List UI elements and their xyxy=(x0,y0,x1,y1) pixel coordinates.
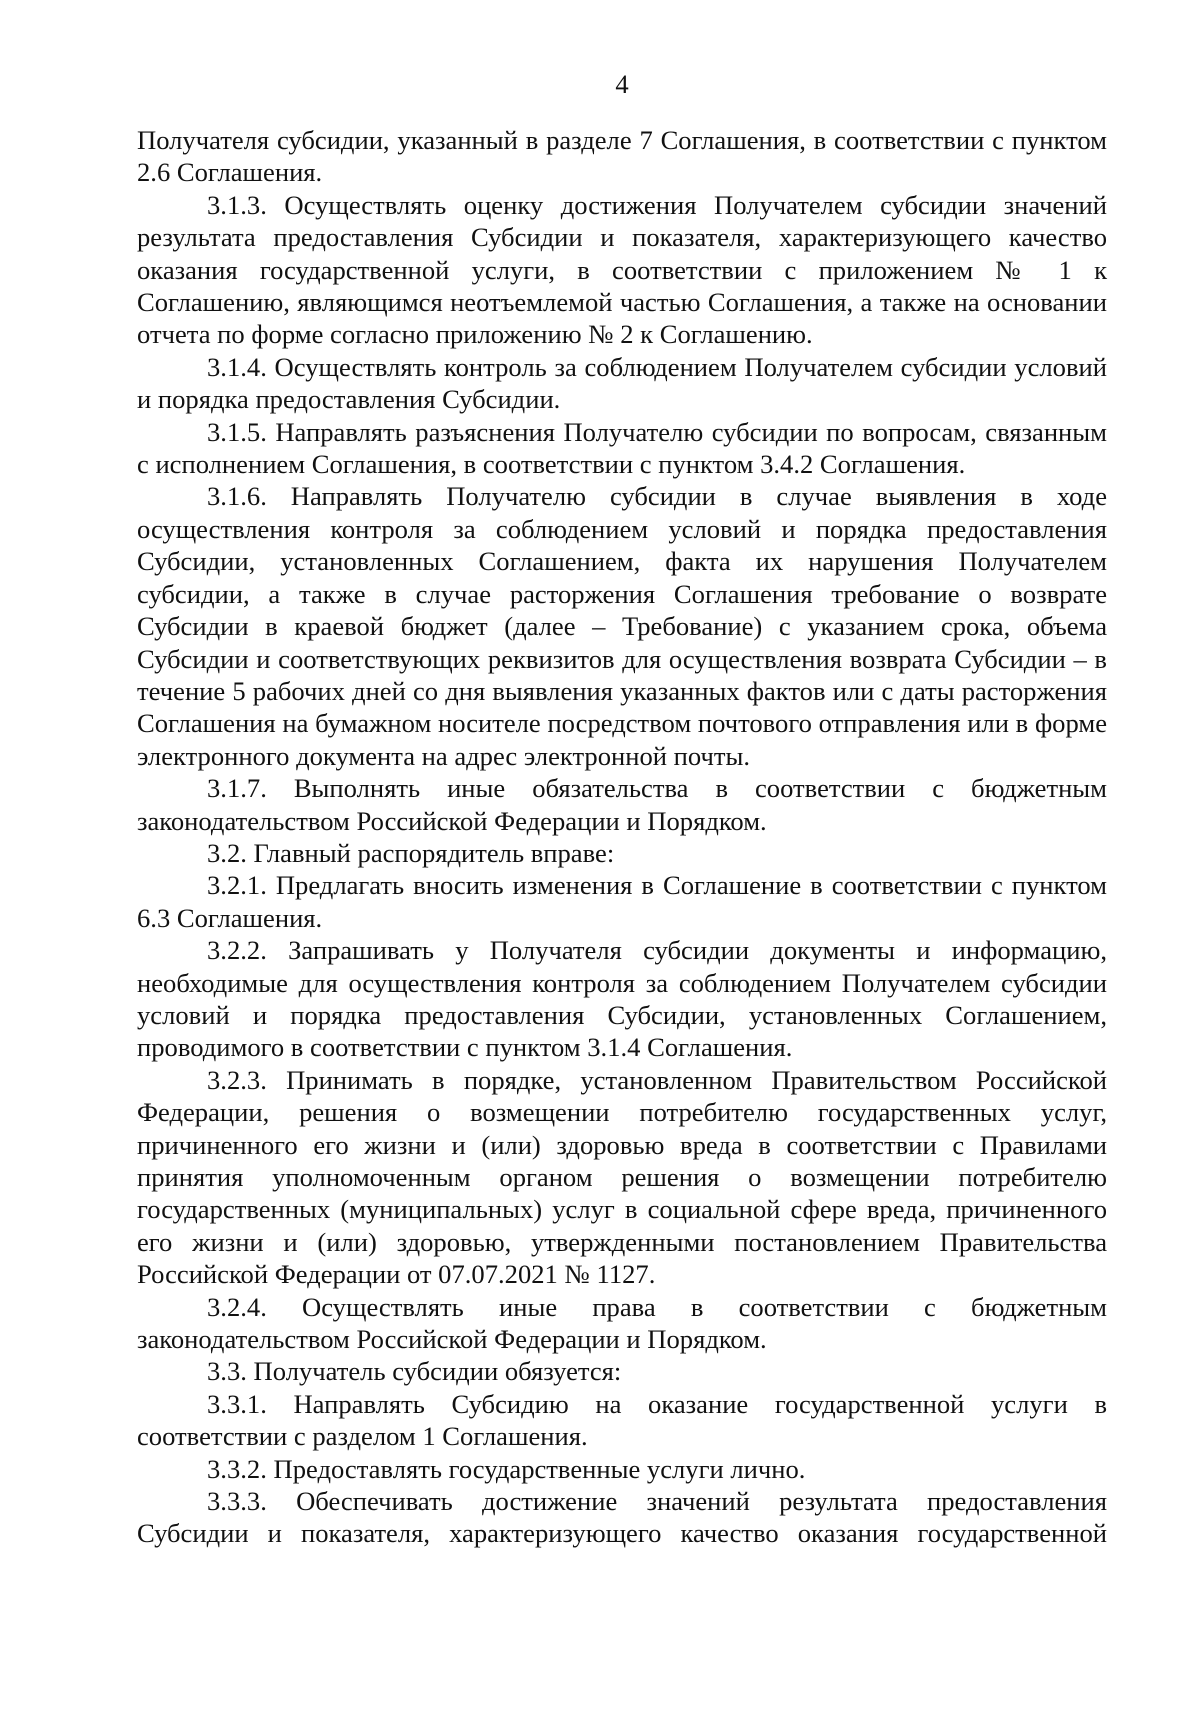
paragraph-3-2-3: 3.2.3. Принимать в порядке, установленном Правительством Российской Федерации, решения о возмещении потребителю государственных услуг, причиненного его жизни и (или) здоровью вреда в соответствии с Правилами принятия уполномоченным органом решения о возмещении потребителю государственных (муниципальных) услуг в социальной сфере вреда, причиненного его жизни и (или) здоровью, утвержденными постановлением Правительства Российской Федерации от 07.07.2021 № 1127. xyxy=(137,1064,1107,1290)
paragraph-3-1-7: 3.1.7. Выполнять иные обязательства в соответствии с бюджетным законодательством Российской Федерации и Порядком. xyxy=(137,773,1107,836)
paragraph-3-3-3: 3.3.3. Обеспечивать достижение значений результата предоставления Субсидии и показателя, характеризующего качество оказания государственной xyxy=(137,1486,1107,1549)
page-number: 4 xyxy=(615,69,629,99)
paragraph-3-3-2: 3.3.2. Предоставлять государственные услуги лично. xyxy=(207,1453,806,1484)
paragraph-3-2-1: 3.2.1. Предлагать вносить изменения в Соглашение в соответствии с пунктом 6.3 Соглашения. xyxy=(137,870,1107,933)
paragraph-3-1-4: 3.1.4. Осуществлять контроль за соблюдением Получателем субсидии условий и порядка предоставления Субсидии. xyxy=(137,351,1107,415)
paragraph-3-3: 3.3. Получатель субсидии обязуется: xyxy=(207,1356,622,1387)
paragraph: Получателя субсидии, указанный в разделе 7 Соглашения, в соответствии с пунктом 2.6 Соглашения. xyxy=(137,125,1107,188)
paragraph-3-1-6: 3.1.6. Направлять Получателю субсидии в случае выявления в ходе осуществления контроля за соблюдением условий и порядка предоставления Субсидии, установленных Соглашением, факта их нарушения Получателем субсидии, а также в случае расторжения Соглашения требование о возврате Субсидии в краевой бюджет (далее – Требование) с указанием срока, объема Субсидии и соответствующих реквизитов для осуществления возврата Субсидии – в течение 5 рабочих дней со дня выявления указанных фактов или с даты расторжения Соглашения на бумажном носителе посредством почтового отправления или в форме электронного документа на адрес электронной почты. xyxy=(137,481,1107,771)
document-body xyxy=(137,124,1107,1550)
paragraph-3-1-5: 3.1.5. Направлять разъяснения Получателю субсидии по вопросам, связанным с исполнением Соглашения, в соответствии с пунктом 3.4.2 Соглашения. xyxy=(137,416,1107,480)
paragraph-3-2: 3.2. Главный распорядитель вправе: xyxy=(207,837,615,868)
paragraph-3-1-3: 3.1.3. Осуществлять оценку достижения Получателем субсидии значений результата предоставления Субсидии и показателя, характеризующего качество оказания государственной услуги, в соответствии с приложением № 1 к Соглашению, являющимся неотъемлемой частью Соглашения, а также на основании отчета по форме согласно приложению № 2 к Соглашению. xyxy=(137,189,1107,350)
paragraph-3-2-2: 3.2.2. Запрашивать у Получателя субсидии документы и информацию, необходимые для осуществления контроля за соблюдением Получателем субсидии условий и порядка предоставления Субсидии, установленных Соглашением, проводимого в соответствии с пунктом 3.1.4 Соглашения. xyxy=(137,935,1107,1063)
paragraph-3-3-1: 3.3.1. Направлять Субсидию на оказание государственной услуги в соответствии с разделом 1 Соглашения. xyxy=(137,1388,1107,1452)
document-page xyxy=(137,0,1107,1550)
paragraph-3-2-4: 3.2.4. Осуществлять иные права в соответствии с бюджетным законодательством Российской Федерации и Порядком. xyxy=(137,1291,1107,1355)
